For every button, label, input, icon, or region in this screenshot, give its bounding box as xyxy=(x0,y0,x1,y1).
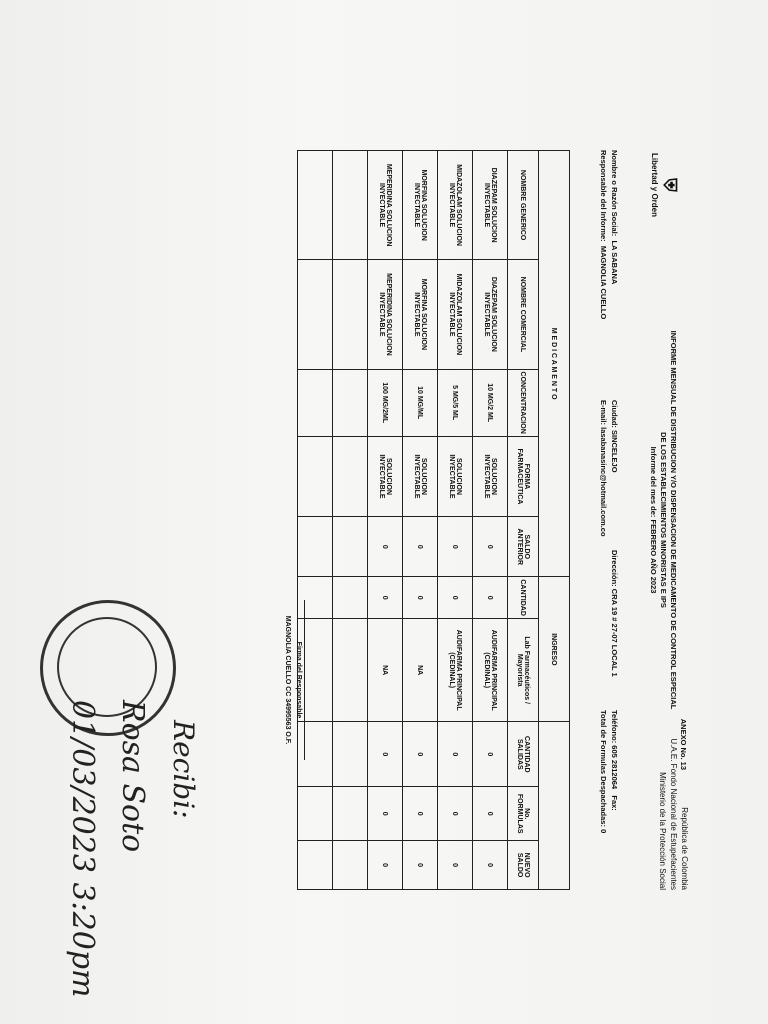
table-cell xyxy=(298,436,333,516)
signature-name: MAGNOLIA CUELLO CC 34995563 O.F. xyxy=(284,615,291,745)
table-cell: SOLUCION INYECTABLE xyxy=(438,436,473,516)
table-cell: 0 xyxy=(473,517,508,577)
table-cell: 0 xyxy=(438,577,473,619)
table-cell: 0 xyxy=(368,577,403,619)
table-cell: MORFINA SOLUCION INYECTABLE xyxy=(403,151,438,260)
table-cell: 0 xyxy=(368,722,403,787)
table-cell: SOLUCION INYECTABLE xyxy=(368,436,403,516)
total-value: 0 xyxy=(599,829,608,834)
direccion-value: CRA 19 # 27-07 LOCAL 1 xyxy=(610,588,619,677)
table-header-row xyxy=(508,151,539,890)
col-header: SALDO ANTERIOR xyxy=(508,517,539,577)
table-cell xyxy=(333,436,368,516)
info-col-3 xyxy=(609,550,620,677)
title-line2: DE LOS ESTABLECIMIENTOS MINORISTAS E IPS xyxy=(659,432,668,608)
ciudad-value: SINCELEJO xyxy=(610,430,619,473)
table-cell: 0 xyxy=(438,722,473,787)
fax-label: Fax: xyxy=(610,795,619,811)
form-title-block xyxy=(648,270,688,770)
table-cell xyxy=(333,517,368,577)
info-col-4 xyxy=(598,710,620,833)
table-cell: NA xyxy=(403,618,438,722)
table-cell: DIAZEPAM SOLUCION INYECTABLE xyxy=(473,260,508,369)
table-cell: 0 xyxy=(403,841,438,890)
signature-label: Firma del Responsable xyxy=(295,641,302,719)
razon-label: Nombre o Razón Social: xyxy=(610,150,619,237)
col-header: Lab Farmacéuticos / Mayorista xyxy=(508,618,539,722)
table-cell: SOLUCION INYECTABLE xyxy=(403,436,438,516)
header-agency-block xyxy=(657,738,690,890)
handwriting-line3: 01/03/2023 3:20pm xyxy=(65,700,100,998)
col-header: NOMBRE GENERICO xyxy=(508,151,539,260)
table-cell xyxy=(298,260,333,369)
email-value: lasabanasinc@hotmail.com.co xyxy=(599,427,608,537)
signature-block xyxy=(284,600,305,760)
emblem-block xyxy=(650,150,680,220)
table-cell xyxy=(333,369,368,436)
table-cell xyxy=(333,722,368,787)
table-cell: MIDAZOLAM SOLUCION INYECTABLE xyxy=(438,151,473,260)
table-cell xyxy=(298,369,333,436)
table-cell: 0 xyxy=(473,577,508,619)
rotated-form xyxy=(160,150,690,890)
direccion-label: Dirección: xyxy=(610,550,619,587)
info-col-2 xyxy=(598,400,620,537)
ciudad-label: Ciudad: xyxy=(610,400,619,428)
table-cell: 0 xyxy=(438,787,473,841)
handwriting-line2: Rosa Soto xyxy=(115,700,150,853)
group-empty xyxy=(539,722,570,890)
table-cell xyxy=(333,577,368,619)
table-row xyxy=(368,151,403,890)
table-cell xyxy=(298,151,333,260)
table-cell xyxy=(333,841,368,890)
table-group-row xyxy=(539,151,570,890)
fund-label: U.A.E. Fondo Nacional de Estupefacientes xyxy=(669,738,678,890)
table-cell xyxy=(333,618,368,722)
table-cell: 10 MG/2 ML xyxy=(473,369,508,436)
table-cell: AUDIFARMA PRINCIPAL (CEDINAL) xyxy=(473,618,508,722)
signature-line xyxy=(304,600,305,760)
telefono-label: Teléfono: xyxy=(610,710,619,744)
razon-value: LA SABANA xyxy=(610,240,619,285)
group-medicamento: M E D I C A M E N T O xyxy=(539,151,570,577)
country-label: República de Colombia xyxy=(680,807,689,890)
title-line1: INFORME MENSUAL DE DISTRIBUCION Y/O DISPENSACION DE MEDICAMENTO DE CONTROL ESPECIAL xyxy=(669,330,678,710)
col-header: NUEVO SALDO xyxy=(508,841,539,890)
table-cell: MORFINA SOLUCION INYECTABLE xyxy=(403,260,438,369)
responsable-label: Responsable del Informe: xyxy=(599,150,608,242)
col-header: No. FORMULAS xyxy=(508,787,539,841)
telefono-value: 605 2812064 xyxy=(610,745,619,790)
table-row xyxy=(403,151,438,890)
table-cell: 5 MG/5 ML xyxy=(438,369,473,436)
table-cell xyxy=(298,787,333,841)
col-header: NOMBRE COMERCIAL xyxy=(508,260,539,369)
ministry-label: Ministerio de la Protección Social xyxy=(658,772,667,890)
table-cell xyxy=(298,517,333,577)
table-cell: 0 xyxy=(403,577,438,619)
table-row xyxy=(438,151,473,890)
table-cell: SOLUCION INYECTABLE xyxy=(473,436,508,516)
coat-of-arms-icon: ⛨ xyxy=(660,178,680,192)
table-cell: DIAZEPAM SOLUCION INYECTABLE xyxy=(473,151,508,260)
table-cell: 100 MG/2ML xyxy=(368,369,403,436)
month-line: Informe del mes de: FEBRERO AÑO 2023 xyxy=(649,446,658,594)
table-row xyxy=(333,151,368,890)
table-cell: MIDAZOLAM SOLUCION INYECTABLE xyxy=(438,260,473,369)
table-row xyxy=(473,151,508,890)
table-row xyxy=(298,151,333,890)
table-cell: 0 xyxy=(368,841,403,890)
table-cell xyxy=(333,260,368,369)
table-cell: 0 xyxy=(438,841,473,890)
group-ingreso: INGRESO xyxy=(539,577,570,722)
table-cell: 0 xyxy=(403,517,438,577)
info-col-1 xyxy=(598,150,620,319)
table-cell: 0 xyxy=(403,787,438,841)
annex-label: ANEXO No. 13 xyxy=(679,718,688,770)
handwriting-line1: Recibi: xyxy=(167,720,200,819)
table-cell: MEPERIDINA SOLUCION INYECTABLE xyxy=(368,260,403,369)
table-cell: 0 xyxy=(438,517,473,577)
table-cell: 0 xyxy=(403,722,438,787)
table-cell: MEPERIDINA SOLUCION INYECTABLE xyxy=(368,151,403,260)
table-cell: NA xyxy=(368,618,403,722)
table-cell: 0 xyxy=(368,517,403,577)
emblem-caption: Libertad y Orden xyxy=(650,152,659,217)
col-header: CANTIDAD SALIDAS xyxy=(508,722,539,787)
official-stamp xyxy=(40,600,176,736)
col-header: CANTIDAD xyxy=(508,577,539,619)
table-cell: 0 xyxy=(368,787,403,841)
col-header: FORMA FARMACEUTICA xyxy=(508,436,539,516)
total-label: Total de Formulas Despachadas: xyxy=(599,710,608,827)
table-cell: AUDIFARMA PRINCIPAL (CEDINAL) xyxy=(438,618,473,722)
table-cell: 10 MG/ML xyxy=(403,369,438,436)
email-label: E-mail: xyxy=(599,400,608,426)
medication-table xyxy=(297,150,570,890)
table-cell xyxy=(333,151,368,260)
table-cell: 0 xyxy=(473,722,508,787)
table-cell xyxy=(298,841,333,890)
table-cell: 0 xyxy=(473,841,508,890)
col-header: CONCENTRACION xyxy=(508,369,539,436)
responsable-value: MAGNOLIA CUELLO xyxy=(599,245,608,320)
table-cell xyxy=(333,787,368,841)
table-cell: 0 xyxy=(473,787,508,841)
